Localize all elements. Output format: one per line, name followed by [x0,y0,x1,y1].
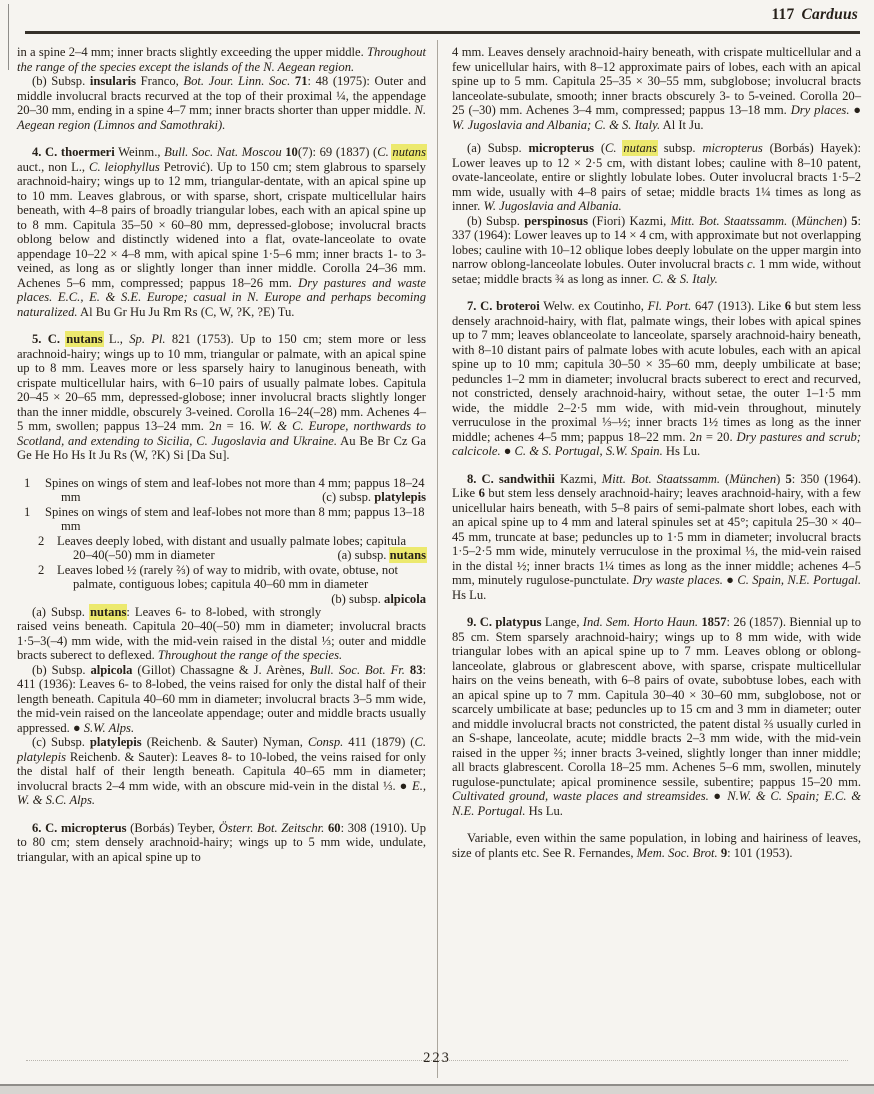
text-segment: (a) Subsp. [467,141,529,155]
species-6-continuation [452,45,861,132]
text-segment: subsp. [656,141,703,155]
right-column [452,45,861,864]
text-segment: 4. C. thoermeri [32,145,115,159]
closing-note-paragraph [452,831,861,860]
text-segment: Lange, [541,615,583,629]
text-segment: n [215,419,222,433]
text-segment: Ind. Sem. Horto Haun. [582,615,699,629]
text-segment: (b) subsp. [331,591,385,606]
continuation-paragraph [17,45,426,74]
text-segment: Hs Lu. [452,587,487,602]
text-segment: 821 (1753). Up to 150 cm; stem more or less arachnoid-hairy; wings up to 10 mm, triangular or palmate, with an apical spine up to 8 mm. Leaves more or less sparsely hairy to lanuginous beneath, with crispate multicellular hairs, with 6–10 pairs of usually palmate lobes. Capitula 20–45 × 20–65 mm, depressed-globose; inner involucral bracts slightly longer than the inner middle, obscurely 3-veined. Corolla 16–24(–28) mm. Achenes 4–5 mm, swollen; pappus 13–24 mm. 2 [17,332,427,433]
species-5-nutans [17,332,426,463]
key-entry [17,505,426,534]
text-segment: 8. C. sandwithii [467,471,555,486]
text-segment: micropterus [702,141,763,155]
text-segment: Bull. Soc. Bot. Fr. [309,662,405,677]
subsp-alpicola-paragraph [17,663,426,736]
text-segment: alpicola [90,662,133,677]
page-header-genus: Carduus [801,6,858,23]
key-entry-number: 1 [24,504,31,519]
text-segment: Mitt. Bot. Staatssamm. [670,213,788,228]
text-segment: platylepis [89,735,142,749]
text-segment: but stem less densely arachnoid-hairy, with flat, palmate wings, their lobes with apical spines up to 7 mm; leaves oblanceolate to lanceolate, sparsely arachnoid-hairy beneath, with 8–10 distant pairs of palmate lobes with acute lobules, each with an apical spine up to 10 mm; capitula 30–50 × 35–60 mm, deeply umbilicate at base; peduncles 1–2 mm in diameter; involucral bracts suberect to erect and recurved, not constricted, densely arachnoid-hairy, without setae, the outer 1–1·5 mm wide, the middle 2–2·5 mm wide, with mid-vein throughout, minutely verruculose in the proximal ⅓–½; inner bracts 1½ times as long as the inner middle; achenes 4–5 mm; pappus 18–22 mm. 2 [452,299,861,444]
text-segment: S.W. Alps. [83,720,135,735]
highlighted-text: nutans [389,548,426,562]
page-number: 223 [423,1050,451,1066]
text-segment: Consp. [307,735,344,749]
text-segment: C. [605,141,624,155]
text-segment: = 16. [221,419,260,433]
text-segment: W. Jugoslavia and Albania; C. & S. Italy. [452,117,661,132]
text-segment: 7. C. broteroi [467,299,540,313]
text-segment: L., [102,332,130,346]
highlighted-text: nutans [623,141,657,155]
key-entry-number: 2 [38,533,45,548]
text-segment: Dry pastures and waste places. E.C., E. & S.E. Europe; casual in N. Europe and perhaps becoming naturalized. [17,275,427,319]
text-segment: Al Bu Gr Hu Ju Rm Rs (C, W, ?K, ?E) Tu. [77,304,295,319]
text-segment: Hs Lu. [662,444,701,458]
text-segment: 10 [285,145,298,159]
text-segment: (Reichenb. & Sauter) Nyman, [141,735,308,749]
text-segment: Au Be Br Cz Ga Ge He Ho Hs It Ju Rs (W, ?K) Si [Da Su]. [17,433,426,462]
text-segment: = 20. [701,429,737,444]
key-entry [17,534,426,563]
text-segment: 9 [720,845,728,860]
scan-artifact-left-tick [8,4,9,70]
text-segment: : 101 (1953). [727,845,793,860]
text-segment: Variable, even within the same population, in lobing and hairiness of leaves, size of plants etc. See R. Fernandes, [452,831,861,860]
text-segment: : 48 (1975): Outer and middle involucral bracts recurved at the top of their proximal ¼, the appendage 20–30 mm, ending in a spine 4–7 mm; inner bracts shorter than upper middle. [17,74,426,117]
subspecies-key [17,475,426,606]
text-segment: Hs Lu. [525,803,563,818]
text-segment: Bull. Soc. Nat. Moscou [164,145,282,159]
text-segment: 6 [784,299,792,313]
text-segment: C. Spain, N.E. Portugal. [737,573,862,587]
text-segment: Bot. Jour. Linn. Soc. [183,74,291,88]
text-segment: C. platylepis [17,735,427,764]
key-entry [17,476,426,505]
text-segment: auct., non L., [17,159,90,174]
text-segment: (Gillot) Chassagne & J. Arènes, [132,662,310,677]
text-segment: Dry places. [790,103,850,117]
key-result [327,548,426,563]
text-segment: (Borbás) Hayek): Lower leaves up to 12 × 2·5 cm, with distant lobes; cauline with 8–10 patent, ovate-lanceolate, entire or slightly lobulate lobes. Outer involucral bracts 1·5–2 mm wide, usually with 4–8 pairs of setae; middle bracts 1¼ times as long as inner. [452,141,861,213]
text-segment: N. Aegean region (Limnos and Samothraki). [17,103,426,132]
text-segment: 5 [785,471,792,486]
key-entry [17,562,426,606]
subsp-micropterus-paragraph [452,141,861,214]
text-segment: Throughout the range of the species. [157,648,343,662]
text-segment: 411 (1879) ( [343,735,415,749]
subsp-perspinosus-paragraph [452,214,861,287]
text-segment: (b) Subsp. [467,213,525,228]
highlighted-text: nutans [392,145,426,159]
text-segment: (c) subsp. [322,490,375,504]
text-segment: : 26 (1857). Biennial up to 85 cm. Stem sparsely arachnoid-hairy; wings up to 8 mm wide, with wide triangular lobes with an apical spine up to 7 mm. Leaves oblong or oblong-lanceolate, glabrous or glabrescent above, with sparse, crispate multicellular hairs on the veins beneath, with 6–8 pairs of ovate, subobtuse lobes, each with an apical spine up to 7 mm. Capitula 30–40 × 30–60 mm, subglobose, not or scarcely umbilicate at base; peduncles up to 15 cm and 3 mm in diameter; outer and middle involucral bracts not constricted, the patent distal ⅔ usually curled in an S-shape, lanceolate, acute; middle bracts 2–3 mm wide, with the mid-vein raised in the upper ⅔; inner bracts 3-veined, slightly longer than inner middle; all bracts glabrescent. Corolla 18–25 mm. Achenes 5–6 mm, swollen, minutely rugulose-punctulate; apical prominence sessile, subentire; pappus 15–20 mm. [452,615,862,789]
subsp-insularis-paragraph [17,74,426,132]
highlighted-text: nutans [66,332,103,346]
text-segment: (a) subsp. [337,548,390,562]
text-segment: : Leaves 6- to 8-lobed, with strongly raised veins beneath. Capitula 20–40(–50) mm in diameter; involucral bracts 1·5–3(–4) mm wide, with the mid-vein raised in the distal ⅓; outer and middle bracts suberect to deflexed. [17,604,426,662]
text-segment: C. & S. Italy. [652,271,718,286]
text-segment: 4 mm. Leaves densely arachnoid-hairy beneath, with crispate multicellular and a few unicellular hairs, with 8–12 approximate pairs of lobes, each with an apical spine up to 5 mm. Capitula 25–35 × 30–55 mm, subglobose; involucral bracts lanceolate-subulate, smooth; inner bracts obscurely 3- to 5-veined. Corolla 20–25 (–30) mm. Achenes 3–4 mm, compressed; pappus 13–18 mm. [452,45,861,117]
text-segment: in a spine 2–4 mm; inner bracts slightly exceeding the upper middle. [17,45,367,59]
text-segment: (Fiori) Kazmi, [587,213,671,228]
text-segment: ● [849,103,861,117]
text-segment: E., W. & S.C. Alps. [17,778,426,807]
text-segment: C. [377,145,393,159]
key-result [321,592,426,607]
scan-bottom-bar [0,1084,874,1094]
text-segment: Kazmi, [554,471,602,486]
page-header-number: 117 [771,6,795,23]
species-4-thoermeri [17,145,426,319]
text-segment: Throughout the range of the species except the islands of the N. Aegean region. [17,45,426,74]
text-segment: Weinm., [114,145,165,159]
text-segment: Spines on wings of stem and leaf-lobes not more than 4 mm; pappus 18–24 mm [45,475,425,504]
text-segment: München [795,213,843,228]
text-segment: (7): 69 (1837) ( [297,145,378,159]
text-segment: Franco, [136,74,184,88]
text-segment: (Borbás) Teyber, [126,820,219,835]
text-segment: ) [842,213,852,228]
text-segment: 71 [294,74,308,88]
key-result [312,490,426,505]
text-segment: micropterus [528,141,595,155]
highlighted-text: nutans [89,604,127,619]
text-segment: 6 [478,486,485,500]
text-segment: München [729,471,777,486]
text-segment: 1 mm wide, without setae; middle bracts ¾ as long as inner. [452,257,861,286]
text-segment: Spines on wings of stem and leaf-lobes not more than 8 mm; pappus 13–18 mm [45,504,425,533]
text-segment: W. Jugoslavia and Albania. [483,199,622,213]
key-entry-number: 1 [24,475,31,490]
text-segment: N.W. & C. Spain; E.C. & N.E. Portugal. [452,789,862,818]
text-segment: C. leiophyllus [89,159,160,174]
text-segment: Dry pastures and scrub; calcicole. [452,429,861,458]
text-segment: perspinosus [524,213,588,228]
text-segment: Leaves deeply lobed, with distant and usually palmate lobes; capitula 20–40(–50) mm in diameter [57,533,407,562]
text-segment: ● [722,573,738,587]
text-segment: but stem less densely arachnoid-hairy; leaves arachnoid-hairy, with a few unicellular hairs beneath, with 5–8 pairs of semi-palmate short lobes, each with an apical spine up to 4 mm and lateral spinules set at 45°; capitula 25–30 × 40–45 mm, truncate at base; peduncles up to 1·5 mm in diameter; involucral bracts 1·5–2·5 mm wide, minutely verruculose in the proximal ⅓, the mid-vein raised in the distal ½; inner bracts 1¼ times as long as the inner middle; achenes 4–5 mm, minutely rugulose-punctulate. [452,486,861,587]
text-segment: : 337 (1964): Lower leaves up to 14 × 4 cm, with approximate but not overlapping lobes; cauline with 10–12 oblique lobes deeply lobulate on the upper margin into narrow oblong-lanceolate lobules. Outer involucral bracts [452,213,862,271]
text-segment: Reichenb. & Sauter): Leaves 8- to 10-lobed, the veins raised for only the distal half of their length beneath. Capitula 40–65 mm in diameter; involucral bracts 2–4 mm wide, with an obscure mid-vein in the distal ⅓. ● [17,749,426,793]
text-segment: C. & S. Portugal, S.W. Spain. [514,444,663,458]
text-segment: alpicola [384,591,426,606]
text-segment: n [695,429,702,444]
header-rule [25,31,860,34]
text-segment: 60 [327,820,341,835]
text-segment: Fl. Port. [647,299,692,313]
text-segment: 9. C. platypus [467,615,542,629]
species-8-sandwithii [452,472,861,603]
text-segment: 5 [851,213,858,228]
text-segment: Mitt. Bot. Staatssamm. [601,471,721,486]
text-segment: ● [500,444,515,458]
text-segment: ( [594,141,606,155]
text-segment: : 350 (1964). Like [452,471,862,500]
text-segment: Österr. Bot. Zeitschr. [218,820,325,835]
text-segment: 647 (1913). Like [691,299,785,313]
text-segment: 83 [409,662,423,677]
text-segment: Leaves lobed ½ (rarely ⅔) of way to midrib, with ovate, obtuse, not palmate, contiguous lobes; capitula 40–60 mm in diameter [57,562,398,591]
text-segment: Welw. ex Coutinho, [539,299,648,313]
subsp-platylepis-paragraph [17,735,426,808]
text-segment: Al It Ju. [660,117,704,132]
text-segment: ● [708,789,728,803]
species-7-broteroi [452,299,861,459]
subsp-nutans-paragraph [17,605,426,663]
text-segment: ( [787,213,796,228]
text-segment: 6. C. micropterus [32,820,127,835]
page-header [771,6,858,24]
text-segment: Petrović). Up to 150 cm; stem glabrous to sparsely arachnoid-hairy; wings up to 12 mm, triangular-dentate, with an apical spine up to 10 mm. Leaves glabrous, or with sparse, short, crispate multicellular hairs beneath, with 4–8 pairs of broadly triangular lobes, each with an apical spine up to 8 mm. Capitula 35–50 × 60–80 mm, depressed-globose; involucral bracts oblong below and distinctly widened into a flat, ovate-lanceolate to ovate appendage 10–22 × 4–8 mm, with apical spine 1·5–6 mm; inner bracts 1- to 3-veined, as long as or slightly longer than inner middle. Corolla 24–36 mm. Achenes 5–6 mm, compressed; pappus 18–26 mm. [17,159,426,290]
text-segment: Cultivated ground, waste places and streamsides. [452,789,709,803]
text-segment: (b) Subsp. [32,662,91,677]
text-segment: platylepis [374,490,426,504]
text-segment: : 308 (1910). Up to 80 cm; stem densely arachnoid-hairy; wings up to 5 mm wide, undulate, triangular, with an apical spine up to [17,820,426,864]
text-segment: Sp. Pl. [129,332,166,346]
text-segment: insularis [89,74,137,88]
text-segment: ( [720,471,730,486]
text-segment: (c) Subsp. [32,735,90,749]
text-segment: W. & C. Europe, northwards to Scotland, and extending to Sicilia, C. Jugoslavia and Ukraine. [17,419,426,448]
key-entry-number: 2 [38,562,45,577]
text-segment: Dry waste places. [632,573,723,587]
text-segment: 5. C. [32,332,67,346]
text-segment: ) [776,471,786,486]
species-6-micropterus [17,821,426,865]
text-segment: (b) Subsp. [32,74,90,88]
text-segment: (a) Subsp. [32,604,90,619]
left-column [17,45,426,864]
two-column-text [17,45,861,864]
text-segment: : 411 (1936): Leaves 6- to 8-lobed, the veins raised for only the distal half of their length beneath. Capitula 40–60 mm in diameter; involucral bracts 3–5 mm wide, the mid-vein raised on the lanceolate appendage; outer and middle bracts usually appressed. ● [17,662,426,735]
text-segment: c. [747,257,756,271]
text-segment: Mem. Soc. Brot. [636,845,718,860]
species-9-platypus [452,615,861,818]
text-segment: 1857 [701,615,727,629]
